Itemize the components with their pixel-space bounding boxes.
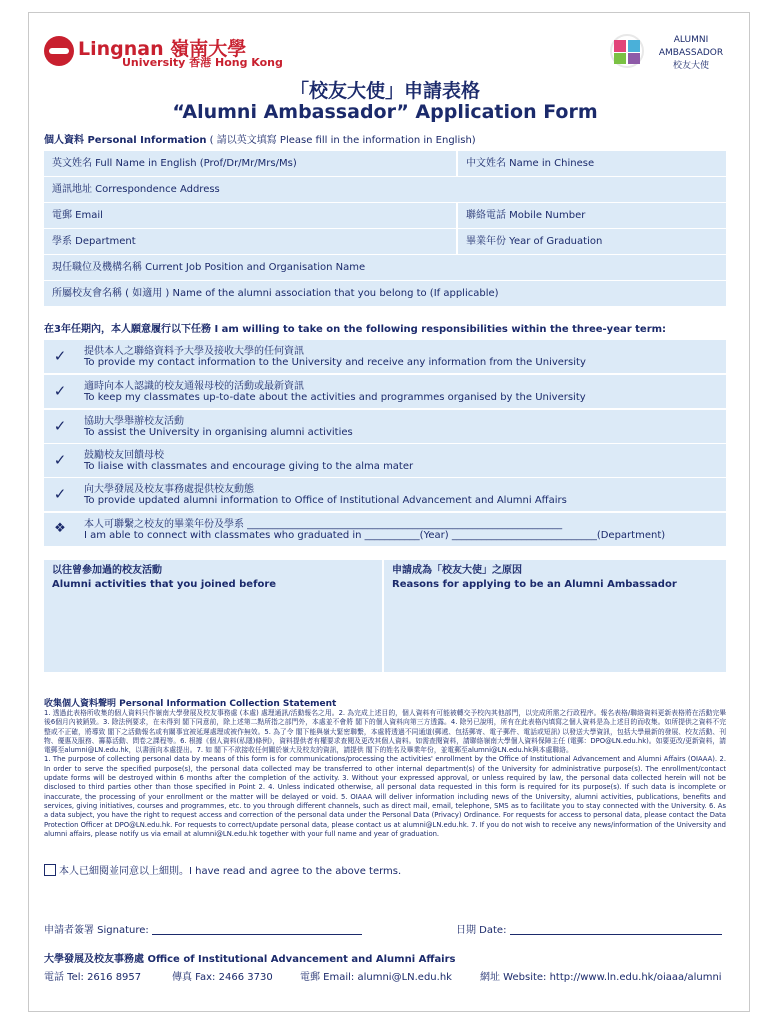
association-field[interactable]: 所屬校友會名稱 ( 如適用 ) Name of the alumni association that you belong to (If applicable): [44, 281, 726, 306]
contact-tel: 電話 Tel: 2616 8957: [44, 972, 142, 983]
check-icon: ✓: [53, 347, 67, 365]
job-field[interactable]: 現任職位及機構名稱 Current Job Position and Organisation Name: [44, 255, 726, 280]
activities-title-en: Alumni activities that you joined before: [52, 579, 277, 590]
agree-text: 本人已細閱並同意以上細則。I have read and agree to the above terms.: [59, 866, 402, 877]
responsibility-item: [44, 375, 726, 408]
logo-text: Lingnan 嶺南大學: [78, 38, 247, 60]
logo-subtext: University 香港 Hong Kong: [122, 56, 283, 69]
office-name: 大學發展及校友事務處 Office of Institutional Advancement and Alumni Affairs: [44, 954, 456, 965]
alumni-ambassador-logo: [606, 30, 726, 74]
mobile-field[interactable]: 聯絡電話 Mobile Number: [458, 203, 726, 228]
chinese-name-field[interactable]: 中文姓名 Name in Chinese: [458, 151, 726, 176]
pics-paragraph-zh: 1. 透過此表格所收集的個人資料只作嶺南大學發展及校友事務處 (本處) 處理通訊/活動報名之用。2. 為完成上述目的，個人資料有可能被轉交予校內其他部門，以完成所需之行政程序。報名表格/聯絡資料更新表格將在活動完畢後6個月內被銷毀。3. 除法例要求，在未得到 閣下同意前，除上述第二點所指之部門外，本處並不會將 閣下的個人資料向第三方透露。4. 除另已說明，所有在此表格內填寫之個人資料是為上述目的而收集。如所提供之資料不完整或不正確，將導致 閣下之活動報名或有關事宜被延遲處理或被作無效。5. 為了令 閣下能與嶺大緊密聯繫，本處將透過不同通道(郵遞、包括郵寄、電子郵件、電話或短訊) 以發送大學資訊，包括大學最新的發展、校友活動、刊物、優惠及服務、籌募活動、問卷之課程等。6. 根據《個人資料(私隱)條例》，資料提供者有權要求查閱及更改其個人資料。如需查閱資料，請聯絡嶺南大學個人資料保障主任 (電郵：DPO@LN.edu.hk)。如要更改/更新資料，請電郵至alumni@LN.edu.hk，以書面向本處提出。7. 如 閣下不欲接收任何關於嶺大及校友的資訊，請提供 閣下的姓名及畢業年份，並電郵至alumni@LN.edu.hk與本處聯絡。: [44, 709, 726, 755]
check-icon: ✓: [53, 417, 67, 435]
personal-info-note: ( 請以英文填寫 Please fill in the information in English): [209, 135, 476, 146]
responsibility-item-connect[interactable]: [44, 513, 726, 546]
responsibility-zh: 協助大學舉辦校友活動: [84, 416, 184, 427]
responsibility-zh: 本人可聯繫之校友的畢業年份及學系 _______________________________________________________________: [84, 519, 563, 530]
responsibility-en: I am able to connect with classmates who graduated in ___________(Year) _____________________________(Department): [84, 530, 666, 541]
form-title-zh: 「校友大使」申請表格: [289, 80, 480, 102]
pics-heading: 收集個人資料聲明 Personal Information Collection Statement: [44, 699, 337, 709]
puzzle-icon: [606, 30, 648, 72]
reasons-title-en: Reasons for applying to be an Alumni Ambassador: [392, 579, 677, 590]
personal-info-heading: [44, 131, 476, 146]
responsibility-item: [44, 444, 726, 477]
signature-row: [44, 921, 362, 936]
contact-fax: 傳真 Fax: 2466 3730: [172, 972, 273, 983]
responsibility-en: To liaise with classmates and encourage giving to the alma mater: [84, 461, 414, 472]
reasons-title-zh: 申請成為「校友大使」之原因: [392, 565, 522, 576]
responsibility-item: [44, 340, 726, 373]
date-line[interactable]: [510, 934, 722, 935]
responsibilities-heading: 在3年任期內，本人願意履行以下任務 I am willing to take on the following responsibilities within the three-year term:: [44, 324, 667, 335]
department-field[interactable]: 學系 Department: [44, 229, 456, 254]
check-icon: ✓: [53, 382, 67, 400]
reasons-box[interactable]: [384, 560, 726, 672]
responsibility-en: To provide updated alumni information to Office of Institutional Advancement and Alumni Affairs: [84, 495, 567, 506]
form-title-en: “Alumni Ambassador” Application Form: [172, 101, 598, 123]
date-row: [456, 921, 722, 936]
activities-box[interactable]: [44, 560, 382, 672]
alumni-logo-line1: ALUMNI: [673, 35, 709, 45]
email-field[interactable]: 電郵 Email: [44, 203, 456, 228]
responsibility-en: To keep my classmates up-to-date about the activities and programmes organised by the University: [84, 392, 586, 403]
pics-body: [44, 709, 726, 839]
responsibility-zh: 向大學發展及校友事務處提供校友動態: [84, 484, 254, 495]
check-icon: ✓: [53, 485, 67, 503]
lingnan-logo: [44, 36, 283, 72]
alumni-logo-line3: 校友大使: [672, 61, 709, 71]
contact-website[interactable]: 網址 Website: http://www.ln.edu.hk/oiaaa/alumni: [480, 972, 722, 983]
responsibility-zh: 鼓勵校友回饋母校: [84, 450, 164, 461]
address-field[interactable]: 通訊地址 Correspondence Address: [44, 177, 726, 202]
graduation-year-field[interactable]: 畢業年份 Year of Graduation: [458, 229, 726, 254]
alumni-logo-line2: AMBASSADOR: [658, 48, 724, 58]
responsibility-en: To assist the University in organising alumni activities: [84, 427, 353, 438]
personal-info-title: 個人資料 Personal Information: [44, 135, 207, 146]
responsibility-en: To provide my contact information to the University and receive any information from the University: [84, 357, 586, 368]
responsibility-zh: 提供本人之聯絡資料予大學及接收大學的任何資訊: [84, 346, 304, 357]
signature-line[interactable]: [152, 934, 362, 935]
agree-row: [44, 862, 401, 877]
signature-label: 申請者簽署 Signature:: [44, 925, 149, 936]
agree-checkbox[interactable]: [44, 864, 56, 876]
lingnan-emblem-icon: [44, 36, 74, 66]
responsibility-item: [44, 478, 726, 511]
contact-email[interactable]: 電郵 Email: alumni@LN.edu.hk: [300, 972, 452, 983]
check-icon: ✓: [53, 451, 67, 469]
pics-paragraph-en: 1. The purpose of collecting personal data by means of this form is for communications/processing the activities' enrollment by the Office of Institutional Advancement and Alumni Affairs (OIAAA). 2. In order to serve the specified purpose(s), the personal data collected may be transferred to other internal department(s) of the University for administrative purpose(s). The enrollment/contact update forms will be destroyed within 6 months after the completion of the activity. 3. Without your expressed approval, or unless required by law, the personal data collected herein will not be disclosed to third parties other than those specified in Point 2. 4. Unless indicated otherwise, all personal data requested in this form is required for its purpose(s). If such data is incomplete or inaccurate, the processing of your enrollment or the matter will be delayed or void. 5. OIAAA will deliver information including news of the University, alumni activities, publications, benefits and services, giving initiatives, courses and programmes, etc. to you through different channels, such as direct mail, email, telephone, SMS as to facilitate you to stay connected with the University. 6. As a data subject, you have the right to request access and correction of the personal data under the Personal Data (Privacy) Ordinance. For requests for access to personal data, please contact the Data Protection Officer at DPO@LN.edu.hk. For requests to correct/update personal data, please contact us at alumni@LN.edu.hk. 7. If you do not wish to receive any news/information of the University and alumni affairs, please notify us via email at alumni@LN.edu.hk together with your full name and year of graduation.: [44, 755, 726, 838]
diamond-bullet-icon: ❖: [54, 521, 66, 536]
full-name-field[interactable]: 英文姓名 Full Name in English (Prof/Dr/Mr/Mrs/Ms): [44, 151, 456, 176]
date-label: 日期 Date:: [456, 925, 507, 936]
responsibility-zh: 適時向本人認識的校友通報母校的活動或最新資訊: [84, 381, 304, 392]
activities-title-zh: 以往曾參加過的校友活動: [52, 565, 162, 576]
responsibility-item: [44, 410, 726, 443]
